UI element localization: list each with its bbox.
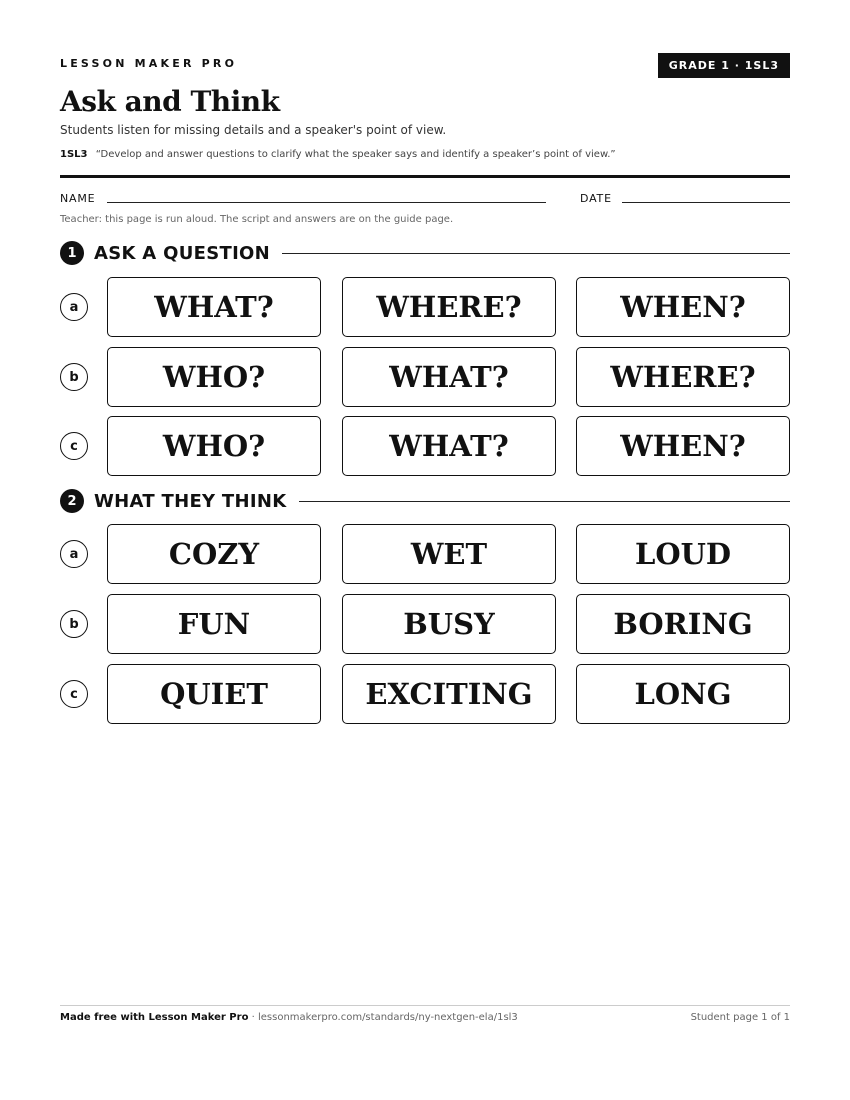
question-row-a bbox=[60, 277, 790, 337]
section-title: WHAT THEY THINK bbox=[94, 490, 287, 512]
row-letter: c bbox=[60, 680, 88, 708]
word-card[interactable]: WHAT? bbox=[107, 277, 321, 337]
standard-code: 1SL3 bbox=[60, 149, 88, 160]
row-letter: a bbox=[60, 540, 88, 568]
think-row-a bbox=[60, 524, 790, 584]
standard-statement bbox=[60, 149, 616, 160]
word-card[interactable]: WHO? bbox=[107, 416, 321, 476]
date-label: DATE bbox=[580, 192, 612, 205]
page-title: Ask and Think bbox=[60, 85, 280, 118]
section-number: 1 bbox=[60, 241, 84, 265]
grade-badge: GRADE 1 · 1SL3 bbox=[658, 53, 790, 78]
page-subtitle: Students listen for missing details and a speaker's point of view. bbox=[60, 123, 447, 137]
word-card[interactable]: COZY bbox=[107, 524, 321, 584]
word-card[interactable]: WHO? bbox=[107, 347, 321, 407]
date-line[interactable] bbox=[622, 202, 790, 203]
teacher-note: Teacher: this page is run aloud. The script and answers are on the guide page. bbox=[60, 214, 454, 225]
row-letter: a bbox=[60, 293, 88, 321]
brand-name: LESSON MAKER PRO bbox=[60, 57, 238, 70]
think-row-b bbox=[60, 594, 790, 654]
word-card[interactable]: WHAT? bbox=[342, 416, 556, 476]
think-row-c bbox=[60, 664, 790, 724]
section-divider bbox=[282, 253, 790, 254]
row-letter: b bbox=[60, 363, 88, 391]
footer-url[interactable]: · lessonmakerpro.com/standards/ny-nextgen-ela/1sl3 bbox=[248, 1012, 518, 1023]
footer-credit bbox=[60, 1012, 518, 1023]
word-card[interactable]: FUN bbox=[107, 594, 321, 654]
word-card[interactable]: LONG bbox=[576, 664, 790, 724]
standard-text: “Develop and answer questions to clarify what the speaker says and identify a speaker’s point of view.” bbox=[95, 149, 616, 160]
row-letter: c bbox=[60, 432, 88, 460]
word-card[interactable]: WET bbox=[342, 524, 556, 584]
row-letter: b bbox=[60, 610, 88, 638]
section-number: 2 bbox=[60, 489, 84, 513]
name-label: NAME bbox=[60, 192, 96, 205]
name-line[interactable] bbox=[107, 202, 546, 203]
word-card[interactable]: WHERE? bbox=[576, 347, 790, 407]
word-card[interactable]: BUSY bbox=[342, 594, 556, 654]
header-divider bbox=[60, 175, 790, 178]
section-ask-a-question bbox=[60, 241, 790, 265]
word-card[interactable]: LOUD bbox=[576, 524, 790, 584]
footer-divider bbox=[60, 1005, 790, 1006]
word-card[interactable]: WHAT? bbox=[342, 347, 556, 407]
footer-page-label: Student page 1 of 1 bbox=[690, 1012, 790, 1023]
word-card[interactable]: WHEN? bbox=[576, 416, 790, 476]
section-title: ASK A QUESTION bbox=[94, 242, 271, 264]
question-row-c bbox=[60, 416, 790, 476]
word-card[interactable]: WHEN? bbox=[576, 277, 790, 337]
footer-made-with: Made free with Lesson Maker Pro bbox=[60, 1012, 249, 1023]
section-what-they-think bbox=[60, 489, 790, 513]
question-row-b bbox=[60, 347, 790, 407]
word-card[interactable]: QUIET bbox=[107, 664, 321, 724]
word-card[interactable]: EXCITING bbox=[342, 664, 556, 724]
word-card[interactable]: WHERE? bbox=[342, 277, 556, 337]
section-divider bbox=[299, 501, 791, 502]
word-card[interactable]: BORING bbox=[576, 594, 790, 654]
